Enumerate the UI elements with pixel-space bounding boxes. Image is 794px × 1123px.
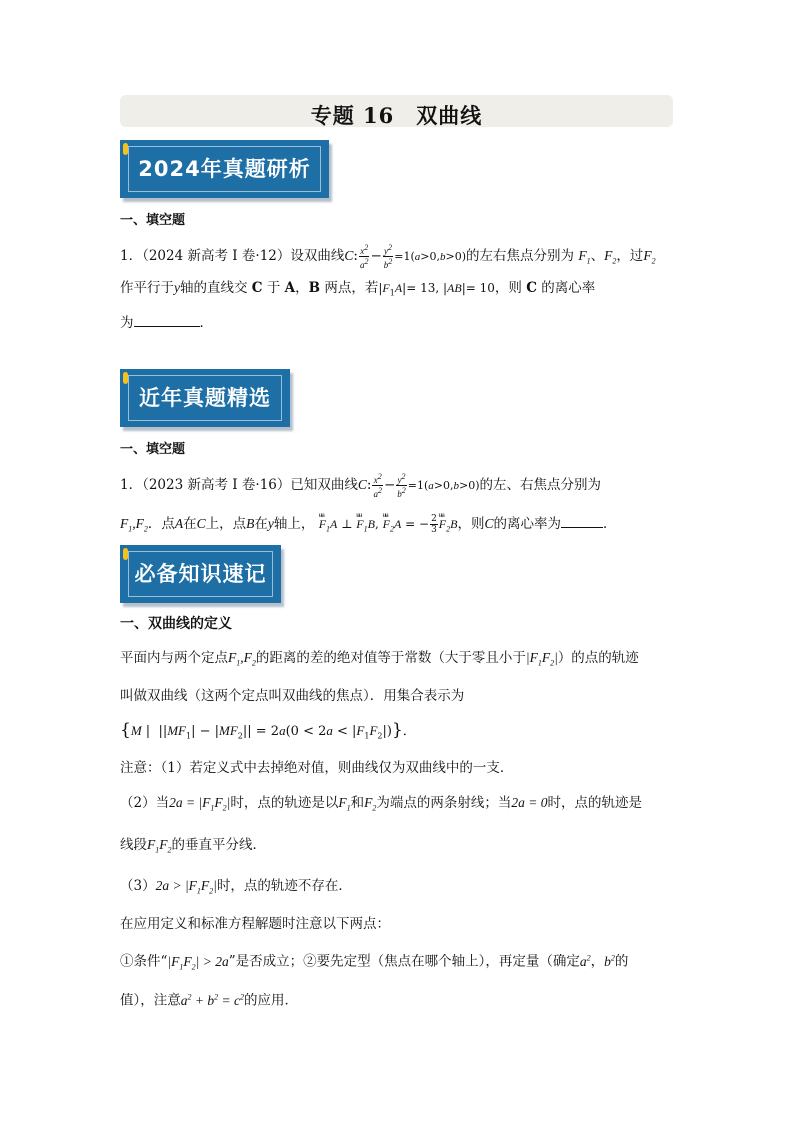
text: ）的点的轨迹 <box>557 650 639 666</box>
math-condition: =1(a>0,b>0) <box>394 250 467 263</box>
math-A: A <box>174 516 184 531</box>
math-vector-condition: ʉʉ $F_1A$ ⊥ ʉʉ $F_1B$, ʉʉ $F_2A$ = − $\frac{2}{3}$ ʉʉ $F_2B$ <box>319 517 458 531</box>
question-2023-line1: 1．（2023 新高考 I 卷·16）已知双曲线C: $\frac{x^2}{a^2}$ − $\frac{y^2}{b^2}$ =1(a>0,b>0)的左、右焦点分别为 <box>120 472 602 499</box>
text: 的应用． <box>243 992 298 1009</box>
math-C-bold: C <box>526 280 537 296</box>
question-2023-line2: $F_1,F_2$．点A在C上，点B在y轴上， ʉʉ $F_1A$ ⊥ ʉʉ $F_1B$, ʉʉ $F_2A$ = − $\frac{2}{3}$ ʉʉ $F_2B$，则C的离心率为 ． <box>120 514 617 540</box>
text: （2）当 <box>120 795 170 811</box>
text: 时，点的轨迹是 <box>547 795 643 811</box>
math-F1: $F_1$ <box>338 795 351 813</box>
section-heading: 一、填空题 <box>120 213 186 228</box>
note-1: 注意：（1）若定义式中去掉绝对值，则曲线仅为双曲线中的一支． <box>120 760 514 776</box>
math-C: C <box>196 516 206 531</box>
text: ， <box>590 953 605 970</box>
text: ①条件“ <box>120 953 168 970</box>
math-F2: $F_2$ <box>643 248 656 266</box>
math-C: C <box>357 477 367 492</box>
q-text: 轴的直线交 <box>180 280 248 296</box>
math-y: y <box>267 516 274 531</box>
math-2a-gt: $2a > |F_1F_2|$ <box>155 878 217 896</box>
q-text: 上，点 <box>205 516 247 532</box>
q-text: 1．（2023 新高考 I 卷·16）已知双曲线 <box>120 477 358 493</box>
q-text: ，则 <box>494 280 522 296</box>
math-F1F2-seg: $F_1F_2$ <box>147 837 172 855</box>
math-F1: $F_1$ <box>578 248 591 266</box>
math-C: C <box>484 516 494 531</box>
text: 和 <box>350 795 365 811</box>
math-C: C <box>344 248 354 263</box>
definition-set-formula: {M | $||MF_1| - |MF_2|| = 2a(0 < 2a < |F_1F_2|)$}． <box>120 720 416 741</box>
math-condition-gt: $|F_1F_2| > 2a$ <box>167 953 229 972</box>
q-text: 于 <box>266 280 281 296</box>
math-frac-x2a2: $\frac{x^2}{a^2}$ <box>359 243 369 270</box>
math-frac-y2b2: $\frac{y^2}{b^2}$ <box>383 243 393 270</box>
math-2a-zero: 2a = 0 <box>511 795 548 810</box>
section-heading-definition: 一、双曲线的定义 <box>120 616 232 632</box>
q-text: 在 <box>183 516 197 532</box>
definition-line2: 叫做双曲线（这两个定点叫双曲线的焦点）．用集合表示为 <box>120 688 465 704</box>
section-heading: 一、填空题 <box>120 442 186 457</box>
text: 时，点的轨迹是以 <box>230 795 339 811</box>
math-condition: =1(a>0,b>0) <box>407 479 480 492</box>
q-text: 两点，若 <box>324 280 379 296</box>
math-y: y <box>174 280 180 295</box>
math-b2: $b^2$ <box>604 953 615 969</box>
text: （3） <box>120 878 156 894</box>
banner-label: 近年真题精选 <box>139 386 271 410</box>
question-2024-line1: 1．（2024 新高考 I 卷·12）设双曲线C: $\frac{x^2}{a^2}$ − $\frac{y^2}{b^2}$ =1(a>0,b>0)的左右焦点分别为 $F_1$、$F_2$，过$F_2$ <box>120 243 656 270</box>
note-2-line1 <box>120 793 642 819</box>
math-F2: $F_2$ <box>604 248 617 266</box>
q-text: 作平行于 <box>120 280 174 296</box>
q-text: 为 <box>120 315 134 331</box>
text: 的 <box>614 953 629 970</box>
math-B: B <box>246 516 255 531</box>
math-frac-x2a2: $\frac{x^2}{a^2}$ <box>373 472 382 499</box>
math-F1F2: $F_1,F_2$ <box>228 650 256 668</box>
banner-recent-selection <box>120 369 290 427</box>
tips-line1 <box>120 948 628 977</box>
q-text: 的左、右焦点分别为 <box>479 477 602 493</box>
math-condition-abs: $|F_1A|= 13$, |AB|= 10 <box>378 281 495 298</box>
math-a2: $a^2$ <box>579 953 591 969</box>
text: 平面内与两个定点 <box>120 650 228 666</box>
math-frac-y2b2: $\frac{y^2}{b^2}$ <box>397 472 406 499</box>
math-C-bold: C <box>251 280 263 296</box>
text: 线段 <box>120 837 147 853</box>
banner-2024-review <box>120 140 329 198</box>
q-text: 的离心率 <box>541 280 596 296</box>
note-3 <box>120 876 352 902</box>
math-A-B: A <box>284 280 296 296</box>
note-2-line2 <box>120 835 266 861</box>
q-text: 轴上， <box>273 516 315 532</box>
text: 为端点的两条射线；当 <box>376 795 512 811</box>
text: 值），注意 <box>120 992 181 1009</box>
text: 时，点的轨迹不存在． <box>216 878 352 894</box>
q-text: 的离心率为 <box>493 516 561 532</box>
math-F2: $F_2$ <box>364 795 377 813</box>
banner-label: 2024年真题研析 <box>138 157 311 181</box>
answer-blank[interactable] <box>134 314 200 327</box>
math-abs-F1F2: $|F_1F_2|$ <box>525 650 558 668</box>
math-F1F2: $F_1,F_2$ <box>120 516 148 534</box>
question-2024-line3: 为 ． <box>120 315 213 331</box>
page-title: 专题 16 双曲线 <box>310 103 483 128</box>
q-text: 1．（2024 新高考 I 卷·12）设双曲线 <box>120 248 345 264</box>
q-text: ．点 <box>147 516 175 532</box>
text: ”是否成立；②要先定型（焦点在哪个轴上），再定量（确定 <box>228 953 580 970</box>
q-text: 的左右焦点分别为 <box>466 248 575 264</box>
math-B: B <box>308 280 321 296</box>
banner-key-knowledge <box>120 545 281 603</box>
definition-line1 <box>120 648 639 674</box>
tips-line2 <box>120 987 298 1011</box>
q-text: ，过 <box>616 248 644 264</box>
math-2a-eq: $2a = |F_1F_2|$ <box>169 795 231 813</box>
answer-blank[interactable] <box>561 515 603 528</box>
tips-intro: 在应用定义和标准方程解题时注意以下两点： <box>120 916 390 932</box>
math-abc: $a^2 + b^2 = c^2$ <box>180 992 244 1008</box>
text: 的垂直平分线． <box>171 837 266 853</box>
text: 的距离的差的绝对值等于常数（大于零且小于 <box>255 650 526 666</box>
q-text: ，则 <box>457 516 485 532</box>
question-2024-line2: 作平行于y轴的直线交 C 于 A，B 两点，若$|F_1A|= 13$, |AB|= 10，则 C 的离心率 <box>120 280 596 298</box>
banner-label: 必备知识速记 <box>134 562 267 586</box>
q-text: 在 <box>254 516 268 532</box>
